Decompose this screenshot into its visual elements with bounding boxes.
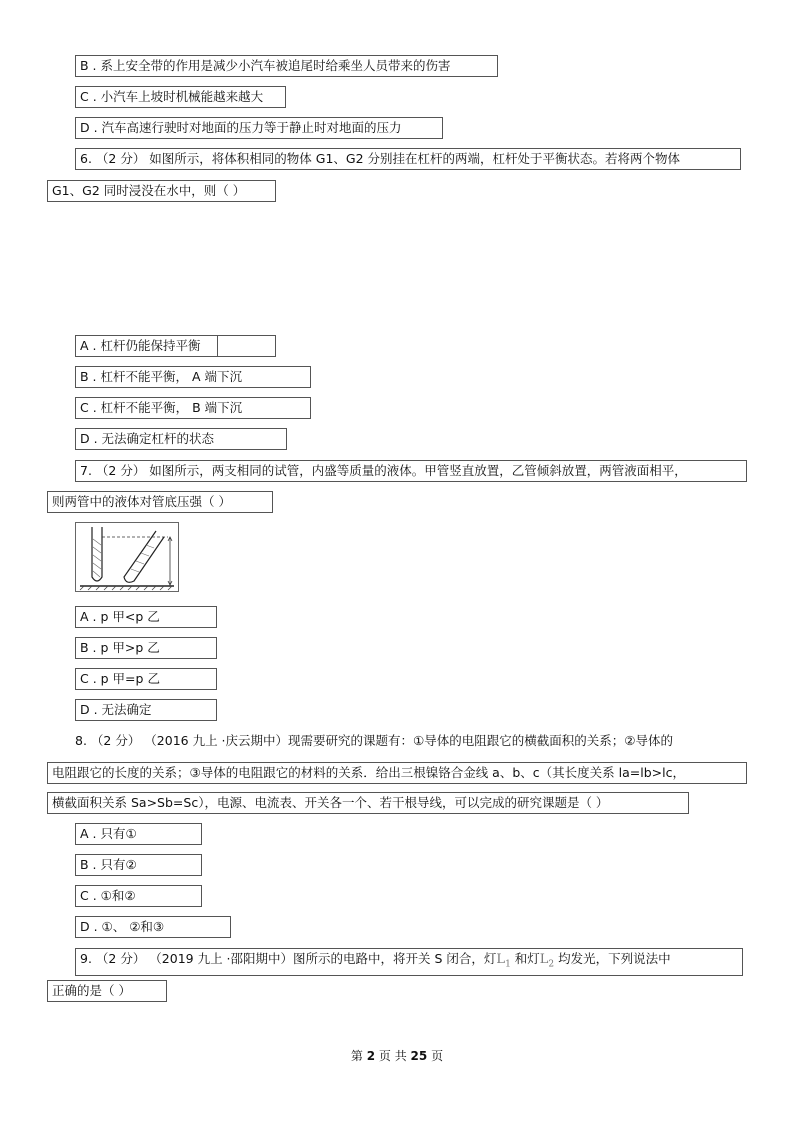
footer-page-number: 2 xyxy=(366,1049,376,1063)
test-tube-figure xyxy=(75,522,179,592)
q9-stem-line2: 正确的是（ ） xyxy=(47,980,167,1002)
q8-stem-line2: 电阻跟它的长度的关系；③导体的电阻跟它的材料的关系．给出三根镍铬合金线 a、b、c（其长度关系 la=lb>lc， xyxy=(47,762,747,784)
q9-stem-line1 xyxy=(75,948,743,976)
page-footer xyxy=(0,1047,794,1064)
footer-middle: 页 共 xyxy=(375,1049,411,1063)
q8-option-d[interactable]: D . ①、 ②和③ xyxy=(75,916,231,938)
lamp-l2-subscript: 2 xyxy=(548,959,555,970)
q6-stem-line2: G1、G2 同时浸没在水中，则（ ） xyxy=(47,180,276,202)
q6-option-b[interactable]: B . 杠杆不能平衡， A 端下沉 xyxy=(75,366,311,388)
q6-option-a[interactable] xyxy=(75,335,276,357)
q5-option-c[interactable]: C . 小汽车上坡时机械能越来越大 xyxy=(75,86,286,108)
q7-stem-line2: 则两管中的液体对管底压强（ ） xyxy=(47,491,273,513)
footer-suffix: 页 xyxy=(427,1049,444,1063)
q6-option-c[interactable]: C . 杠杆不能平衡， B 端下沉 xyxy=(75,397,311,419)
q8-option-b[interactable]: B . 只有② xyxy=(75,854,202,876)
footer-prefix: 第 xyxy=(350,1049,367,1063)
lamp-l2-symbol xyxy=(540,950,554,975)
q6-option-a-label: A . 杠杆仍能保持平衡 xyxy=(80,338,201,353)
q5-option-d[interactable]: D . 汽车高速行驶时对地面的压力等于静止时对地面的压力 xyxy=(75,117,443,139)
q6-stem-line1: 6. （2 分） 如图所示，将体积相同的物体 G1、G2 分别挂在杠杆的两端，杠杆处于平衡状态。若将两个物体 xyxy=(75,148,741,170)
q8-option-c[interactable]: C . ①和② xyxy=(75,885,202,907)
q8-option-a[interactable]: A . 只有① xyxy=(75,823,202,845)
q7-option-a[interactable]: A . p 甲<p 乙 xyxy=(75,606,217,628)
q6-option-a-inner-box xyxy=(217,335,276,357)
q7-stem-line1: 7. （2 分） 如图所示，两支相同的试管，内盛等质量的液体。甲管竖直放置，乙管倾斜放置，两管液面相平， xyxy=(75,460,747,482)
q6-option-d[interactable]: D . 无法确定杠杆的状态 xyxy=(75,428,287,450)
footer-total-pages: 25 xyxy=(410,1049,428,1063)
test-tube-diagram xyxy=(76,523,178,591)
q7-option-b[interactable]: B . p 甲>p 乙 xyxy=(75,637,217,659)
q9-stem-text-c: 均发光，下列说法中 xyxy=(554,951,671,966)
q9-stem-text-a: 9. （2 分） （2019 九上 ·邵阳期中）图所示的电路中，将开关 S 闭合，灯 xyxy=(80,951,497,966)
lamp-l1-subscript: 1 xyxy=(505,959,511,970)
q9-stem-text-b: 和灯 xyxy=(510,951,540,966)
q5-option-b[interactable]: B . 系上安全带的作用是减少小汽车被追尾时给乘坐人员带来的伤害 xyxy=(75,55,498,77)
q8-stem-line3: 横截面积关系 Sa>Sb=Sc），电源、电流表、开关各一个、若干根导线，可以完成的研究课题是（ ） xyxy=(47,792,689,814)
lamp-l1-letter: L xyxy=(496,952,506,967)
q7-option-d[interactable]: D . 无法确定 xyxy=(75,699,217,721)
q7-option-c[interactable]: C . p 甲=p 乙 xyxy=(75,668,217,690)
lamp-l1-symbol xyxy=(496,950,510,975)
q8-stem-line1: 8. （2 分） （2016 九上 ·庆云期中）现需要研究的课题有：①导体的电阻跟它的横截面积的关系；②导体的 xyxy=(75,733,673,748)
lamp-l2-letter: L xyxy=(539,952,549,967)
